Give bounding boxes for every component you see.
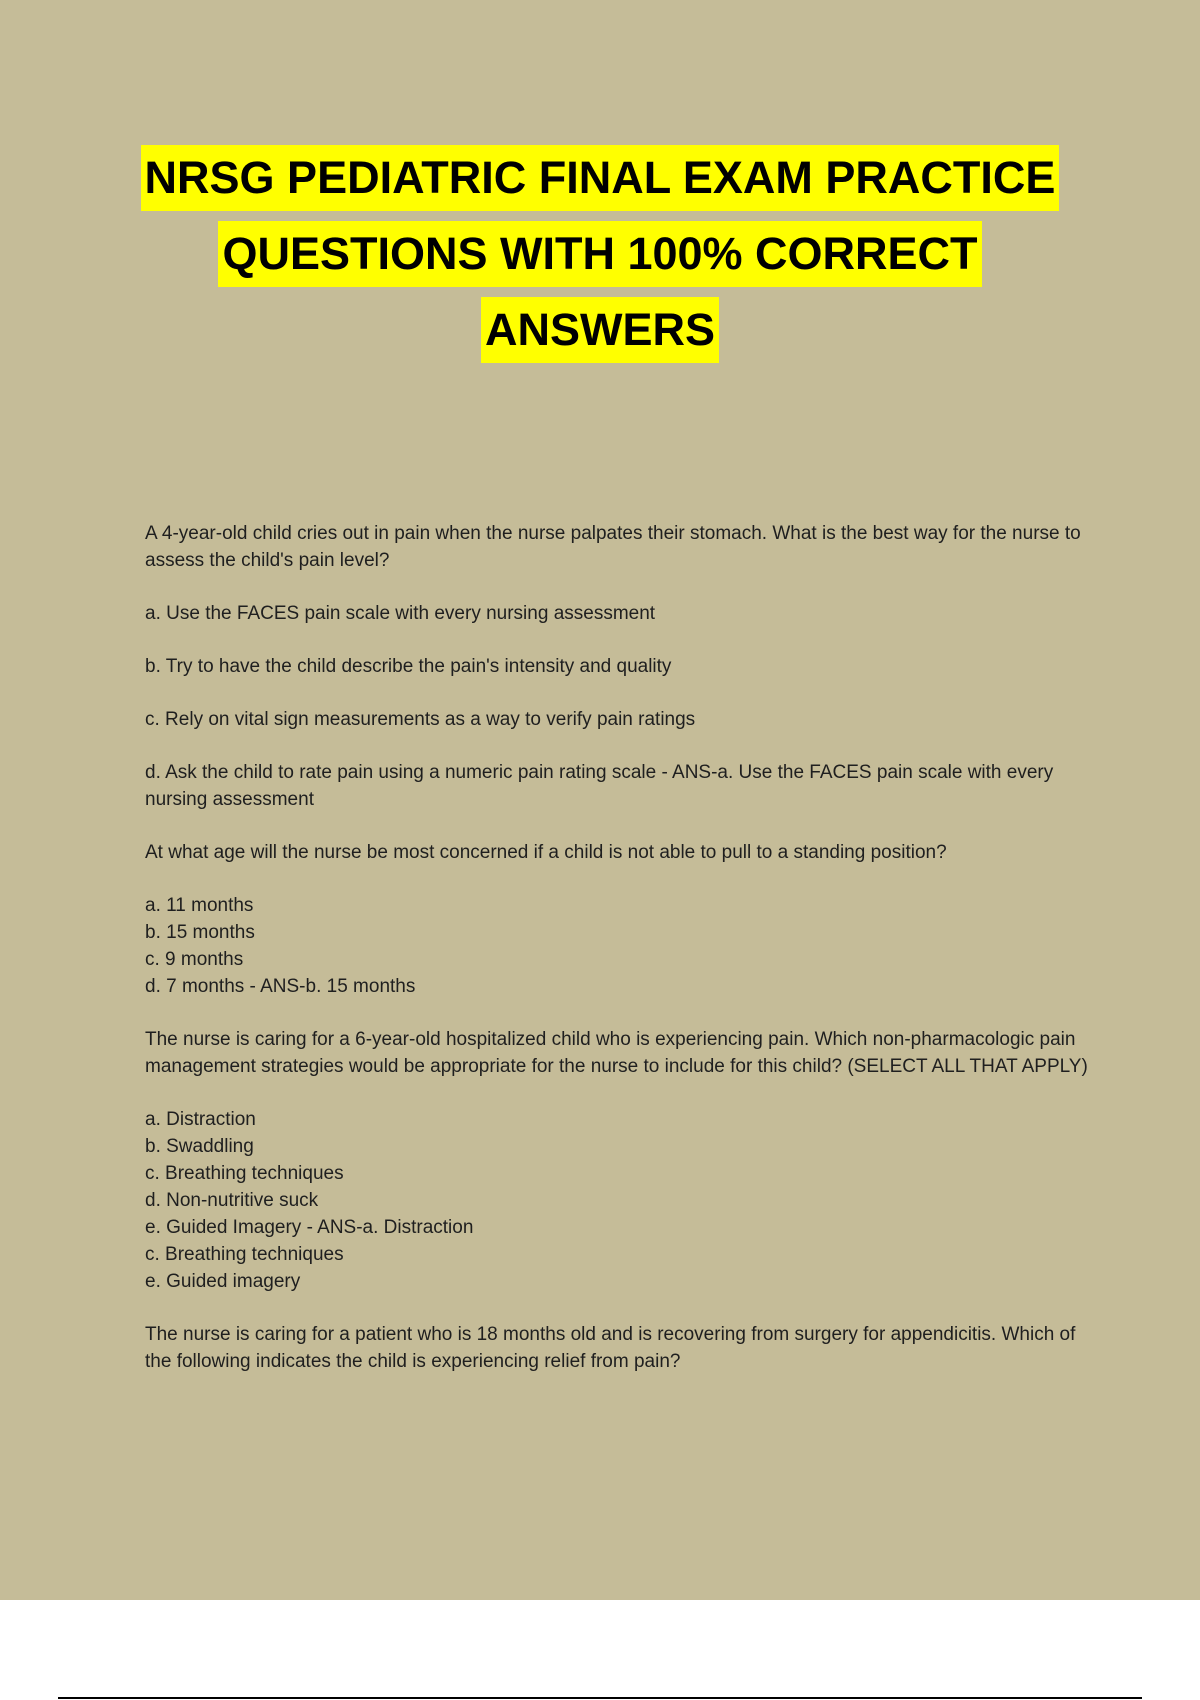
question-2-option-c: c. 9 months: [145, 949, 244, 970]
question-1-option-b: b. Try to have the child describe the pain's intensity and quality: [145, 656, 672, 677]
question-1-stem: A 4-year-old child cries out in pain when the nurse palpates their stomach. What is the best way for the nurse to assess the child's pain level?: [145, 523, 1081, 571]
question-2-stem: At what age will the nurse be most concerned if a child is not able to pull to a standing position?: [145, 842, 947, 863]
question-2-option-d-answer: d. 7 months - ANS-b. 15 months: [145, 976, 416, 997]
question-2-option-a: a. 11 months: [145, 895, 254, 916]
question-3-options: [145, 1106, 1095, 1295]
question-3-option-d: d. Non-nutritive suck: [145, 1190, 319, 1211]
document-title: [0, 145, 1200, 373]
question-1-option-c: c. Rely on vital sign measurements as a way to verify pain ratings: [145, 709, 696, 730]
question-1-option-d-answer: d. Ask the child to rate pain using a numeric pain rating scale - ANS-a. Use the FACES pain scale with every nursing assessment: [145, 762, 1054, 810]
question-3-option-b: b. Swaddling: [145, 1136, 254, 1157]
question-3-option-a: a. Distraction: [145, 1109, 256, 1130]
question-4-stem: The nurse is caring for a patient who is 18 months old and is recovering from surgery for appendicitis. Which of the following indicates the child is experiencing relief from pain?: [145, 1324, 1076, 1372]
question-3-answer-e: e. Guided imagery: [145, 1271, 301, 1292]
question-2-option-b: b. 15 months: [145, 922, 255, 943]
question-3-answer-c: c. Breathing techniques: [145, 1244, 344, 1265]
page-bottom-rule: [58, 1697, 1142, 1699]
title-line-2: QUESTIONS WITH 100% CORRECT: [218, 221, 981, 287]
question-1-option-a: a. Use the FACES pain scale with every nursing assessment: [145, 603, 656, 624]
question-3-stem: The nurse is caring for a 6-year-old hospitalized child who is experiencing pain. Which non-pharmacologic pain management strategies would be appropriate for the nurse to include for this child? (SELECT ALL THAT APPLY): [145, 1029, 1088, 1077]
question-3-option-e-answer: e. Guided Imagery - ANS-a. Distraction: [145, 1217, 474, 1238]
questions-section: [145, 520, 1095, 1401]
question-3-option-c: c. Breathing techniques: [145, 1163, 344, 1184]
title-line-3: ANSWERS: [481, 297, 719, 363]
question-2-options: [145, 892, 1095, 1000]
title-line-1: NRSG PEDIATRIC FINAL EXAM PRACTICE: [141, 145, 1060, 211]
